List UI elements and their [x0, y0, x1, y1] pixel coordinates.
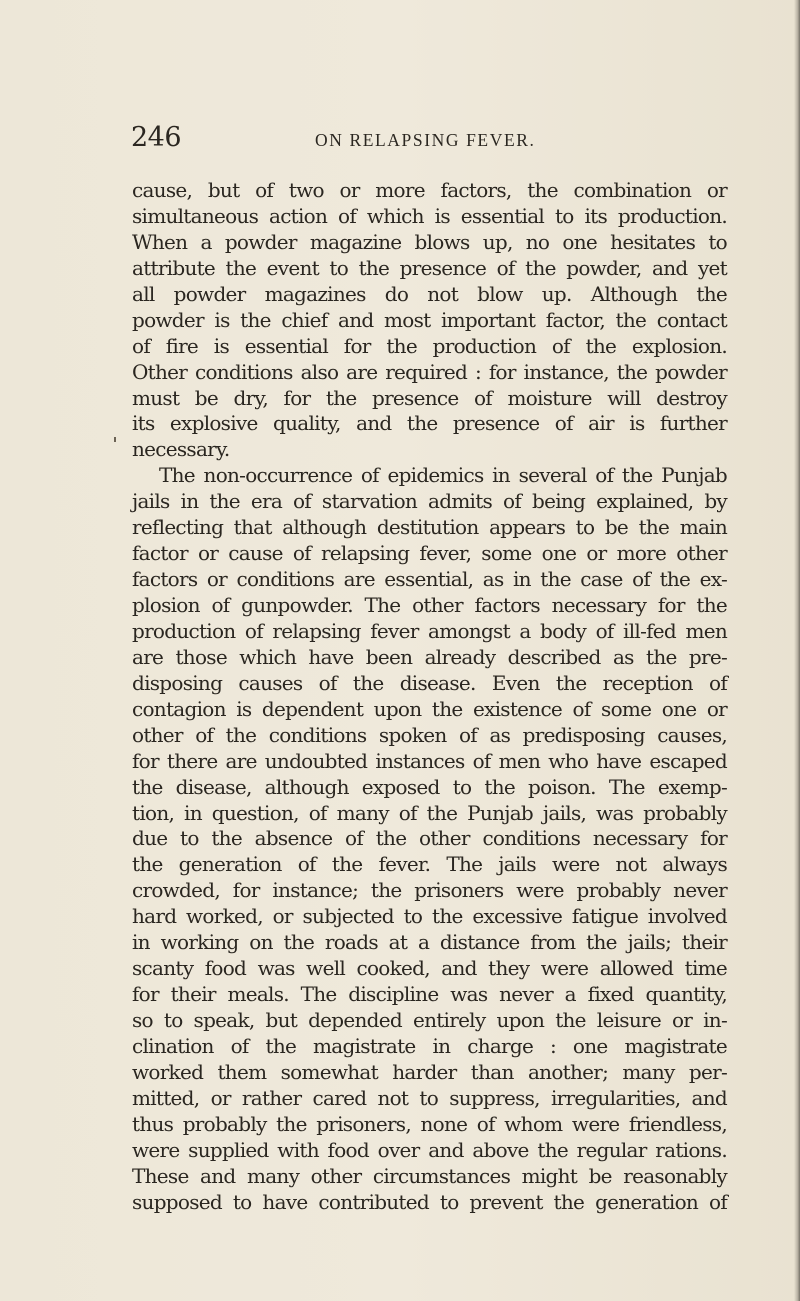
text-line: due to the absence of the other conditions necessary for — [132, 826, 727, 851]
text-line: hard worked, or subjected to the excessive fatigue involved — [132, 904, 727, 929]
text-line: contagion is dependent upon the existence of some one or — [132, 696, 727, 721]
text-line: tion, in question, of many of the Punjab jails, was probably — [132, 800, 727, 825]
text-line: Other conditions also are required : for instance, the powder — [132, 359, 727, 384]
paragraph-1 — [132, 178, 727, 463]
text-line: attribute the event to the presence of the powder, and yet — [132, 255, 727, 280]
text-line: powder is the chief and most important factor, the contact — [132, 307, 727, 332]
page-number: 246 — [131, 122, 182, 153]
text-line: cause, but of two or more factors, the combination or — [132, 178, 727, 202]
text-line: factor or cause of relapsing fever, some one or more other — [132, 541, 727, 566]
page-header — [0, 122, 800, 162]
text-line: of fire is essential for the production of the explosion. — [132, 333, 727, 358]
text-line: supposed to have contributed to prevent the generation of — [132, 1189, 727, 1214]
running-title: ON RELAPSING FEVER. — [315, 130, 536, 150]
text-line: clination of the magistrate in charge : one magistrate — [132, 1033, 727, 1058]
text-line: its explosive quality, and the presence of air is further — [132, 411, 727, 436]
text-line: disposing causes of the disease. Even the reception of — [132, 670, 727, 695]
paragraph-2 — [132, 463, 727, 1215]
text-line: simultaneous action of which is essential to its production. — [132, 203, 727, 228]
page-edge-shadow — [794, 0, 800, 1301]
text-line: necessary. — [132, 437, 230, 462]
text-line: for their meals. The discipline was never a fixed quantity, — [132, 982, 727, 1007]
text-line: in working on the roads at a distance from the jails; their — [132, 930, 727, 955]
margin-mark — [114, 437, 116, 442]
text-line: scanty food was well cooked, and they were allowed time — [132, 956, 727, 981]
text-line: When a powder magazine blows up, no one hesitates to — [132, 229, 727, 254]
text-line: the disease, although exposed to the poison. The exemp- — [132, 774, 727, 799]
text-line: so to speak, but depended entirely upon the leisure or in- — [132, 1008, 727, 1032]
text-line: were supplied with food over and above the regular rations. — [132, 1137, 727, 1162]
text-line: thus probably the prisoners, none of whom were friendless, — [132, 1111, 727, 1136]
text-line: the generation of the fever. The jails were not always — [132, 852, 727, 877]
text-line: jails in the era of starvation admits of being explained, by — [132, 489, 727, 514]
text-line: for there are undoubted instances of men who have escaped — [132, 748, 727, 773]
text-line: other of the conditions spoken of as predisposing causes, — [132, 722, 727, 747]
text-line: These and many other circumstances might be reasonably — [132, 1163, 727, 1188]
text-line: crowded, for instance; the prisoners were probably never — [132, 878, 727, 903]
body-text — [132, 178, 727, 1216]
text-line: worked them somewhat harder than another; many per- — [132, 1059, 727, 1084]
text-line: all powder magazines do not blow up. Although the — [132, 281, 727, 306]
text-line: The non-occurrence of epidemics in several of the Punjab — [159, 463, 727, 488]
text-line: must be dry, for the presence of moisture will destroy — [132, 385, 727, 410]
text-line: mitted, or rather cared not to suppress, irregularities, and — [132, 1085, 727, 1110]
text-line: plosion of gunpowder. The other factors necessary for the — [132, 593, 727, 617]
text-line: factors or conditions are essential, as in the case of the ex- — [132, 567, 727, 592]
text-line: are those which have been already described as the pre- — [132, 644, 727, 669]
text-line: reflecting that although destitution appears to be the main — [132, 515, 727, 540]
text-line: production of relapsing fever amongst a body of ill-fed men — [132, 618, 727, 643]
